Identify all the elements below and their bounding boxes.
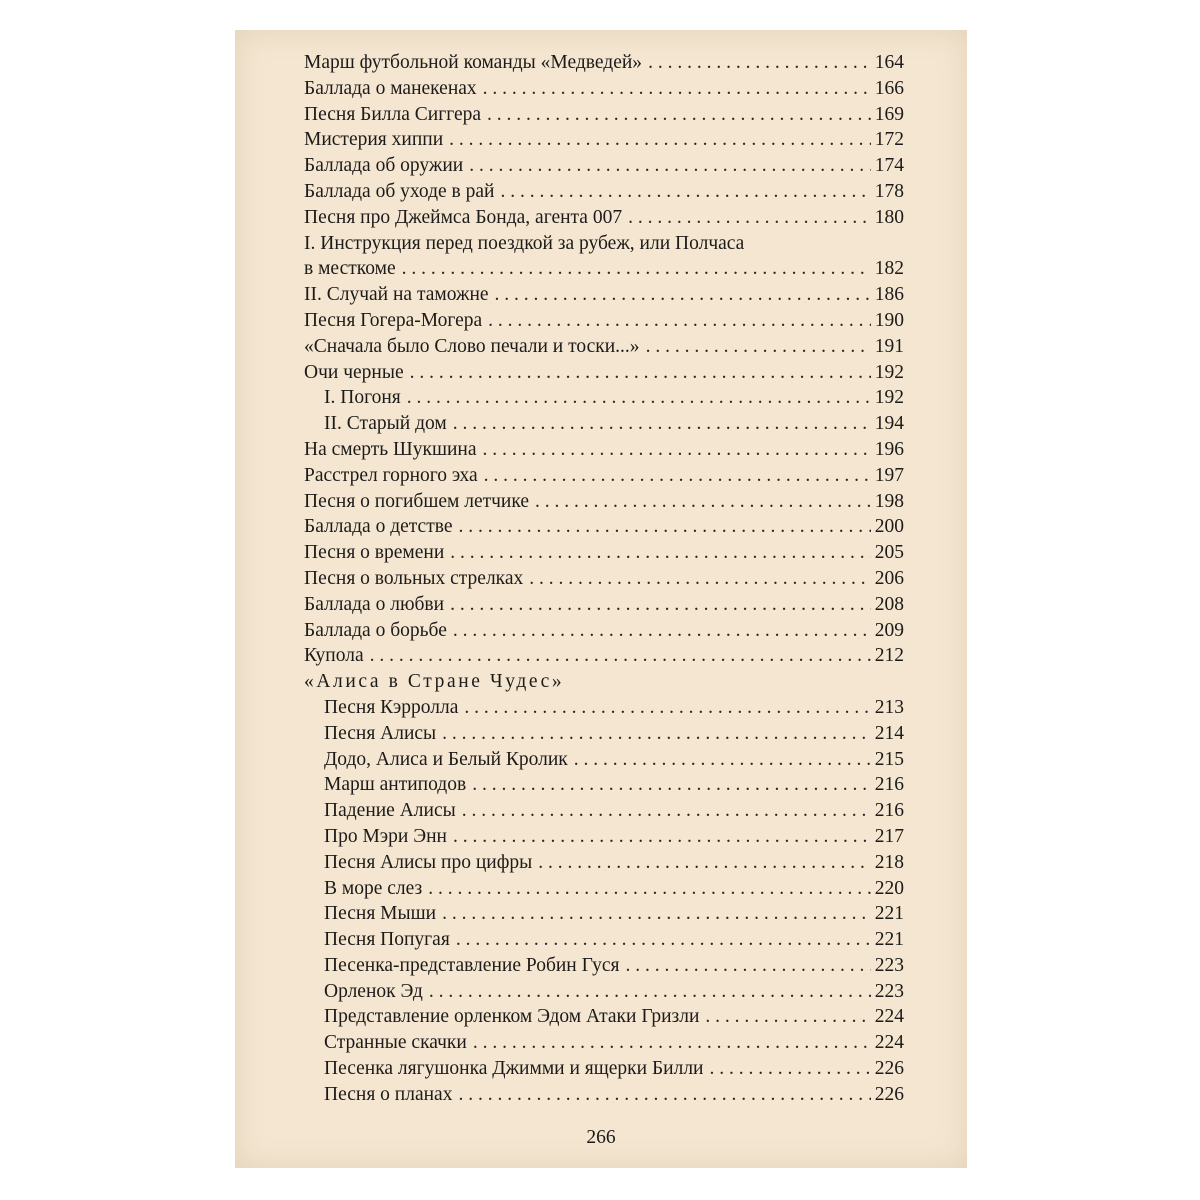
table-of-contents [304,50,904,1108]
dot-leader [648,50,871,76]
toc-entry-title: Орленок Эд [324,980,423,1002]
toc-entry-title: Додо, Алиса и Белый Кролик [324,748,568,770]
toc-subentry [304,927,904,953]
toc-entry-page: 196 [874,438,904,460]
dot-leader [453,411,871,437]
toc-entry [304,102,904,128]
toc-entry-title: Падение Алисы [324,800,456,822]
toc-entry-page: 223 [874,954,904,976]
toc-subentry [304,1030,904,1056]
toc-entry-page: 224 [874,1006,904,1028]
toc-entry-page: 217 [874,825,904,847]
toc-entry-page: 216 [874,774,904,796]
toc-entry-page: 182 [874,258,904,280]
toc-entry [304,592,904,618]
toc-entry-page: 180 [874,206,904,228]
toc-entry-page: 205 [874,542,904,564]
toc-subentry [304,979,904,1005]
toc-entry-page: 200 [874,516,904,538]
toc-entry-title: «Сначала было Слово печали и тоски...» [304,335,640,357]
toc-entry-page: 164 [874,52,904,73]
dot-leader [484,463,871,489]
toc-entry [304,50,904,76]
toc-entry [304,618,904,644]
dot-leader [407,385,871,411]
toc-entry [304,127,904,153]
toc-entry-title: Песня Алисы [324,722,437,744]
dot-leader [464,695,870,721]
dot-leader [442,721,871,747]
dot-leader [538,850,871,876]
toc-entry-page: 208 [874,593,904,615]
toc-entry-title: Песня Алисы про цифры [324,851,533,873]
toc-entry [304,76,904,102]
toc-subentry [304,695,904,721]
dot-leader [495,282,871,308]
dot-leader [449,127,871,153]
dot-leader [450,592,871,618]
toc-subentry [304,772,904,798]
toc-entry-title: Песня Билла Сиггера [304,103,482,125]
toc-entry-page: 226 [874,1083,904,1105]
toc-subentry [304,850,904,876]
dot-leader [646,334,871,360]
dot-leader [458,1082,870,1108]
toc-entry-page: 172 [874,129,904,151]
toc-entry-title: II. Старый дом [324,413,447,435]
dot-leader [488,308,871,334]
dot-leader [450,540,870,566]
toc-entry-title: Баллада о манекенах [304,77,477,99]
toc-entry-page: 213 [874,696,904,718]
toc-entry-page: 166 [874,77,904,99]
toc-entry-title: Песня Попугая [324,929,450,951]
toc-entry-title: Расстрел горного эха [304,464,478,486]
toc-entry-title: II. Случай на таможне [304,284,489,306]
toc-entry-page: 226 [874,1058,904,1080]
dot-leader [456,927,871,953]
toc-entry-title: Представление орленком Эдом Атаки Гризли [324,1006,700,1028]
toc-subentry [304,1004,904,1030]
toc-entry [304,643,904,669]
toc-entry [304,360,904,386]
toc-entry-title: Марш футбольной команды «Медведей» [304,52,643,73]
toc-entry [304,153,904,179]
toc-entry-title: Песня о планах [324,1083,453,1105]
toc-subentry [304,798,904,824]
dot-leader [462,798,871,824]
toc-entry-page: 223 [874,980,904,1002]
toc-entry-first-line [304,231,904,257]
toc-entry-page: 218 [874,851,904,873]
dot-leader [529,566,870,592]
toc-subentry [304,824,904,850]
dot-leader [442,901,871,927]
toc-entry-title: I. Погоня [324,387,401,409]
dot-leader [453,618,871,644]
dot-leader [705,1004,870,1030]
toc-entry-title: Песня о вольных стрелках [304,567,524,589]
page-number: 266 [586,1127,616,1148]
toc-subentry [304,901,904,927]
toc-entry-title: Песня Мыши [324,903,437,925]
toc-entry-page: 216 [874,800,904,822]
toc-entry-title: Купола [304,645,364,667]
dot-leader [410,360,871,386]
toc-entry-page: 191 [874,335,904,357]
dot-leader [710,1056,871,1082]
toc-entry-title: Песня о погибшем летчике [304,490,530,512]
toc-subentry [304,1082,904,1108]
toc-entry-title: На смерть Шукшина [304,438,477,460]
toc-entry-page: 212 [874,645,904,667]
toc-entry-title: I. Инструкция перед поездкой за рубеж, или Полчаса [304,232,745,254]
toc-entry-title: Про Мэри Энн [324,825,447,847]
dot-leader [402,256,871,282]
toc-entry-page: 214 [874,722,904,744]
toc-entry-title: Баллада о борьбе [304,619,447,641]
toc-entry-title: Песня про Джеймса Бонда, агента 007 [304,206,623,228]
toc-entry [304,540,904,566]
toc-entry [304,489,904,515]
toc-entry-page: 220 [874,877,904,899]
toc-entry [304,334,904,360]
dot-leader [370,643,871,669]
toc-entry [304,205,904,231]
toc-entry-page: 174 [874,155,904,177]
toc-entry-title: Марш антиподов [324,774,467,796]
book-page [235,30,967,1168]
toc-entry-continuation [304,256,904,282]
toc-subentry [304,1056,904,1082]
dot-leader [428,876,871,902]
toc-subentry [304,953,904,979]
toc-entry [304,514,904,540]
toc-subentry [304,747,904,773]
toc-entry-title: Баллада о любви [304,593,445,615]
toc-entry-page: 192 [874,361,904,383]
dot-leader [535,489,871,515]
toc-entry-title-continuation: в месткоме [304,258,396,280]
dot-leader [429,979,871,1005]
toc-entry-page: 190 [874,309,904,331]
toc-subentry [304,411,904,437]
toc-entry-title: Баллада об уходе в рай [304,180,495,202]
toc-entry [304,282,904,308]
toc-entry-title: Песенка лягушонка Джимми и ящерки Билли [324,1058,704,1080]
toc-entry-title: Очи черные [304,361,404,383]
toc-entry-title: Мистерия хиппи [304,129,444,151]
toc-entry-title: Песня Гогера-Могера [304,309,483,331]
toc-subentry [304,721,904,747]
dot-leader [500,179,870,205]
toc-entry-page: 209 [874,619,904,641]
toc-entry-title: В море слез [324,877,423,899]
toc-entry [304,566,904,592]
toc-entry-page: 215 [874,748,904,770]
dot-leader [487,102,871,128]
dot-leader [482,437,870,463]
toc-entry [304,308,904,334]
toc-entry-title: Песня о времени [304,542,445,564]
dot-leader [473,1030,871,1056]
toc-entry-page: 197 [874,464,904,486]
toc-entry [304,437,904,463]
toc-entry-title: Странные скачки [324,1032,467,1054]
dot-leader [626,953,871,979]
section-heading: «Алиса в Стране Чудес» [304,671,565,693]
toc-entry-page: 224 [874,1032,904,1054]
dot-leader [574,747,871,773]
toc-entry [304,463,904,489]
toc-entry-page: 169 [874,103,904,125]
toc-entry-page: 206 [874,567,904,589]
toc-entry [304,179,904,205]
toc-entry-page: 194 [874,413,904,435]
toc-entry-page: 178 [874,180,904,202]
toc-entry-title: Песня Кэрролла [324,696,459,718]
toc-entry-page: 192 [874,387,904,409]
dot-leader [453,824,871,850]
dot-leader [472,772,871,798]
toc-entry-title: Баллада об оружии [304,155,464,177]
dot-leader [628,205,871,231]
toc-entry-page: 221 [874,929,904,951]
toc-entry-title: Баллада о детстве [304,516,453,538]
toc-entry-page: 198 [874,490,904,512]
toc-subentry [304,385,904,411]
dot-leader [458,514,870,540]
toc-entry-title: Песенка-представление Робин Гуся [324,954,620,976]
dot-leader [483,76,871,102]
toc-entry-page: 186 [874,284,904,306]
toc-entry-page: 221 [874,903,904,925]
dot-leader [469,153,871,179]
toc-subentry [304,876,904,902]
